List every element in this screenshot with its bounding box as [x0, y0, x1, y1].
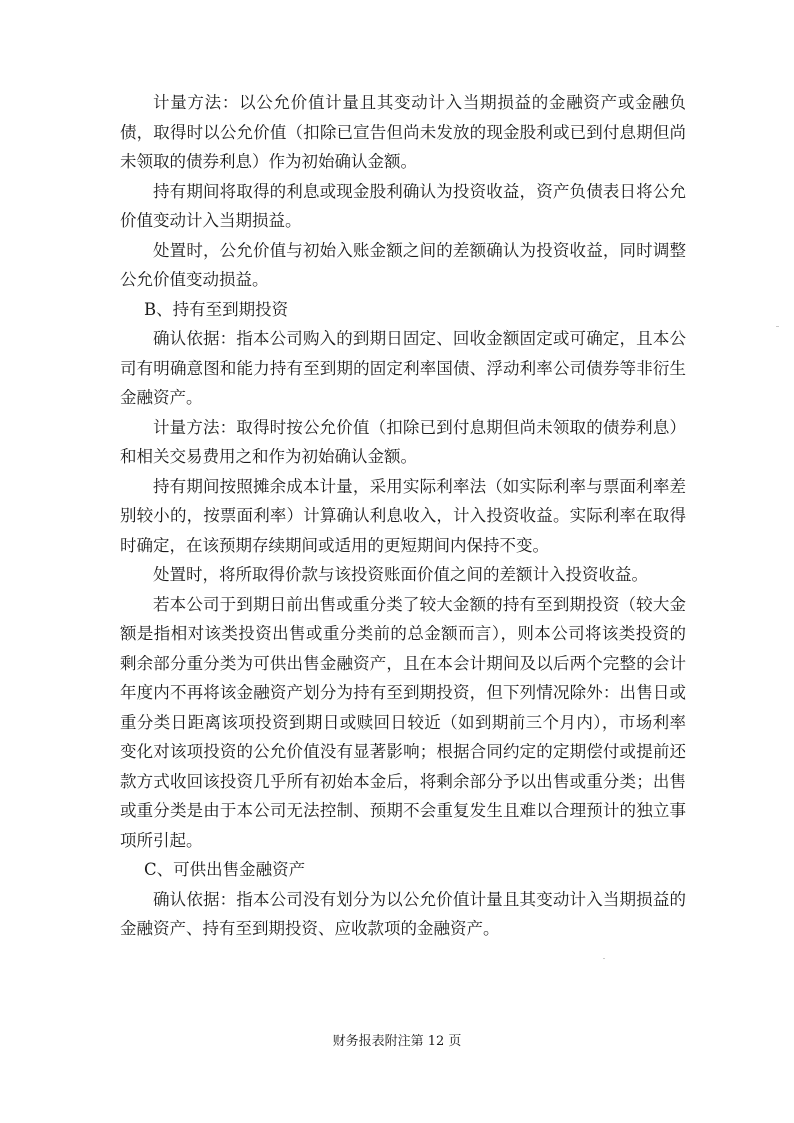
section-heading-afs: C、可供出售金融资产 [144, 860, 306, 879]
paragraph-htm-disposal: 处置时，将所取得价款与该投资账面价值之间的差额计入投资收益。 [153, 565, 648, 584]
page-footer: 财务报表附注第 12 页 [332, 1034, 462, 1049]
section-heading-htm: B、持有至到期投资 [144, 299, 289, 319]
paragraph-htm-amortized-cost: 持有期间按照摊余成本计量，采用实际利率法（如实际利率与票面利率差别较小的，按票面利率）计算确认利息收入，计入投资收益。实际利率在取得时确定，在该预期存续期间或适用的更短期间内保持不变。 [120, 476, 686, 555]
paragraph-fvtpl-measurement: 计量方法：以公允价值计量且其变动计入当期损益的金融资产或金融负债，取得时以公允价值（扣除已宣告但尚未发放的现金股利或已到付息期但尚未领取的债券利息）作为初始确认金额。 [120, 93, 686, 171]
paragraph-htm-reclassification: 若本公司于到期日前出售或重分类了较大金额的持有至到期投资（较大金额是指相对该类投资出售或重分类前的总金额而言），则本公司将该类投资的剩余部分重分类为可供出售金融资产，且在本会计期间及以后两个完整的会计年度内不再将该金融资产划分为持有至到期投资，但下列情况除外：出售日或重分类日距离该项投资到期日或赎回日较近（如到期前三个月内），市场利率变化对该项投资的公允价值没有显著影响；根据合同约定的定期偿付或提前还款方式收回该投资几乎所有初始本金后，将剩余部分予以出售或重分类；出售或重分类是由于本公司无法控制、预期不会重复发生且难以合理预计的独立事项所引起。 [120, 594, 686, 850]
paragraph-htm-recognition: 确认依据：指本公司购入的到期日固定、回收金额固定或可确定，且本公司有明确意图和能力持有至到期的固定利率国债、浮动利率公司债券等非衍生金融资产。 [120, 329, 686, 407]
paragraph-afs-recognition: 确认依据：指本公司没有划分为以公允价值计量且其变动计入当期损益的金融资产、持有至到期投资、应收款项的金融资产。 [120, 889, 686, 938]
paragraph-disposal: 处置时，公允价值与初始入账金额之间的差额确认为投资收益，同时调整公允价值变动损益。 [120, 240, 686, 289]
paragraph-holding-period: 持有期间将取得的利息或现金股利确认为投资收益，资产负债表日将公允价值变动计入当期损益。 [120, 181, 686, 230]
paragraph-htm-measurement: 计量方法：取得时按公允价值（扣除已到付息期但尚未领取的债券利息）和相关交易费用之和作为初始确认金额。 [120, 417, 686, 466]
scan-speck [603, 958, 605, 959]
document-body [120, 88, 686, 944]
scan-speck [776, 326, 779, 327]
